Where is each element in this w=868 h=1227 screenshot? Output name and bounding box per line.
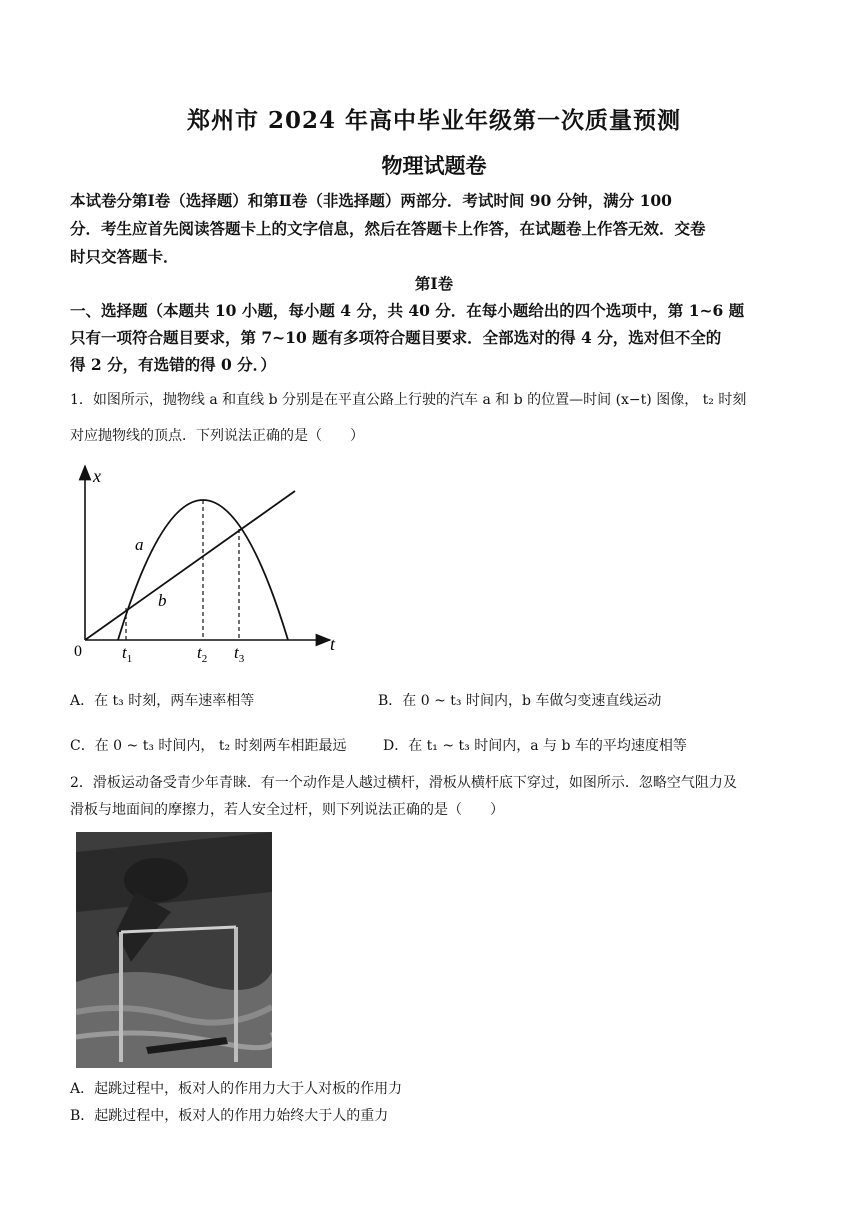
t2-label: $t_2$ [197, 643, 208, 665]
y-axis-label: x [93, 466, 101, 486]
question-2-option-b: B．起跳过程中，板对人的作用力始终大于人的重力 [70, 1108, 389, 1124]
intro-line-3: 时只交答题卡． [70, 247, 179, 266]
question-1-xt-graph [60, 458, 350, 668]
question-1-stem-line-1: 1．如图所示，抛物线 a 和直线 b 分别是在平直公路上行驶的汽车 a 和 b 的位置—时间 (x−t) 图像， t₂ 时刻 [70, 392, 747, 408]
question-1-stem-line-2: 对应抛物线的顶点．下列说法正确的是（ ） [70, 428, 364, 444]
exam-subtitle: 物理试题卷 [381, 153, 487, 178]
question-1-option-a: A．在 t₃ 时刻，两车速率相等 [70, 693, 255, 709]
section-instruction-2: 只有一项符合题目要求，第 7~10 题有多项符合题目要求．全部选对的得 4 分，选对但不全的 [70, 328, 722, 347]
line-b [85, 491, 295, 640]
question-2-option-a: A．起跳过程中，板对人的作用力大于人对板的作用力 [70, 1081, 403, 1097]
skateboard-photo [76, 832, 272, 1068]
exam-title: 郑州市 2024 年高中毕业年级第一次质量预测 [186, 107, 682, 134]
volume-label: 第Ⅰ卷 [414, 274, 454, 293]
question-2-stem-line-1: 2．滑板运动备受青少年青睐．有一个动作是人越过横杆，滑板从横杆底下穿过，如图所示．忽略空气阻力及 [70, 775, 737, 791]
question-1-option-d: D．在 t₁ ~ t₃ 时间内，a 与 b 车的平均速度相等 [383, 738, 687, 754]
t3-label: $t_3$ [234, 643, 245, 665]
curve-a-label: a [135, 535, 144, 554]
intro-line-1: 本试卷分第Ⅰ卷（选择题）和第Ⅱ卷（非选择题）两部分．考试时间 90 分钟，满分 100 [70, 191, 672, 210]
x-axis-label: t [330, 634, 336, 654]
question-1-option-c: C．在 0 ~ t₃ 时间内， t₂ 时刻两车相距最远 [70, 738, 347, 754]
section-instruction-1: 一、选择题（本题共 10 小题，每小题 4 分，共 40 分．在每小题给出的四个选项中，第 1~6 题 [70, 301, 745, 320]
question-2-stem-line-2: 滑板与地面间的摩擦力，若人安全过杆，则下列说法正确的是（ ） [70, 802, 504, 818]
line-b-label: b [158, 591, 167, 610]
t1-label: $t_1$ [122, 643, 133, 665]
question-1-option-b: B．在 0 ~ t₃ 时间内，b 车做匀变速直线运动 [378, 693, 662, 709]
origin-label: 0 [74, 643, 82, 660]
intro-line-2: 分．考生应首先阅读答题卡上的文字信息，然后在答题卡上作答，在试题卷上作答无效．交卷 [70, 219, 706, 238]
section-instruction-3: 得 2 分，有选错的得 0 分．） [70, 355, 276, 374]
